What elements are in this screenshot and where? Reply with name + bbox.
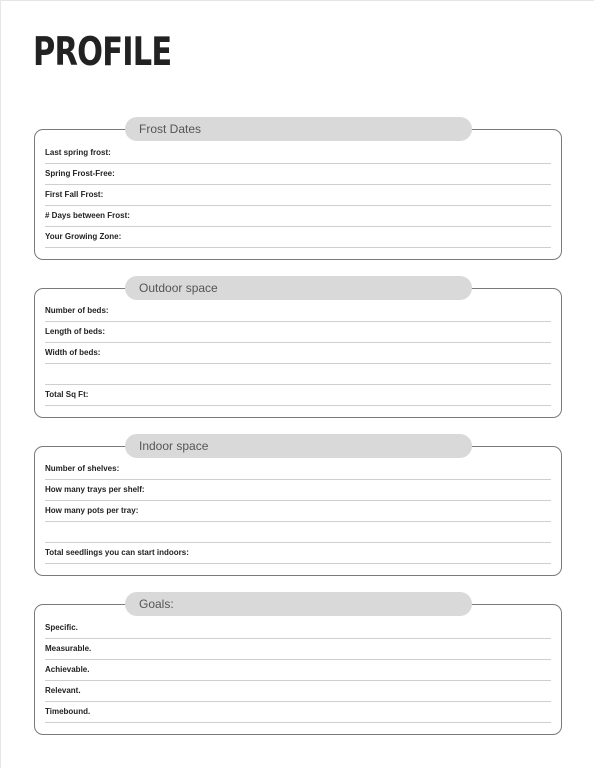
goals-section [34, 597, 562, 735]
field-label: How many pots per tray: [45, 506, 139, 515]
outdoor-space-fields [45, 301, 551, 406]
field-row-blank[interactable] [45, 364, 551, 385]
indoor-space-section [34, 439, 562, 576]
field-row-measurable[interactable] [45, 639, 551, 660]
field-row-days-between-frost[interactable] [45, 206, 551, 227]
field-row-total-seedlings[interactable] [45, 543, 551, 564]
field-label: Last spring frost: [45, 148, 111, 157]
field-row-blank[interactable] [45, 522, 551, 543]
field-label: How many trays per shelf: [45, 485, 145, 494]
field-row-achievable[interactable] [45, 660, 551, 681]
page-left-edge [0, 0, 1, 768]
field-row-width-of-beds[interactable] [45, 343, 551, 364]
field-row-timebound[interactable] [45, 702, 551, 723]
field-label: Measurable. [45, 644, 92, 653]
field-label: Total seedlings you can start indoors: [45, 548, 189, 557]
page-title: PROFILE [33, 30, 172, 75]
field-row-trays-per-shelf[interactable] [45, 480, 551, 501]
section-header: Goals: [125, 592, 472, 616]
field-row-number-of-shelves[interactable] [45, 459, 551, 480]
field-label: Total Sq Ft: [45, 390, 89, 399]
section-header: Outdoor space [125, 276, 472, 300]
field-label: Your Growing Zone: [45, 232, 122, 241]
field-row-length-of-beds[interactable] [45, 322, 551, 343]
indoor-space-fields [45, 459, 551, 564]
field-label: Spring Frost-Free: [45, 169, 115, 178]
field-row-number-of-beds[interactable] [45, 301, 551, 322]
field-label: Specific. [45, 623, 78, 632]
page-top-edge [0, 0, 594, 1]
field-row-relevant[interactable] [45, 681, 551, 702]
field-row-specific[interactable] [45, 618, 551, 639]
field-row-last-spring-frost[interactable] [45, 143, 551, 164]
field-label: Width of beds: [45, 348, 101, 357]
field-label: # Days between Frost: [45, 211, 130, 220]
outdoor-space-section [34, 281, 562, 418]
field-label: First Fall Frost: [45, 190, 104, 199]
field-label: Achievable. [45, 665, 90, 674]
frost-dates-section [34, 122, 562, 260]
field-row-first-fall-frost[interactable] [45, 185, 551, 206]
field-row-growing-zone[interactable] [45, 227, 551, 248]
field-label: Number of shelves: [45, 464, 120, 473]
frost-dates-fields [45, 143, 551, 248]
field-row-spring-frost-free[interactable] [45, 164, 551, 185]
section-header: Indoor space [125, 434, 472, 458]
field-label: Length of beds: [45, 327, 105, 336]
goals-fields [45, 618, 551, 723]
field-row-pots-per-tray[interactable] [45, 501, 551, 522]
section-header: Frost Dates [125, 117, 472, 141]
field-label: Number of beds: [45, 306, 109, 315]
field-label: Timebound. [45, 707, 91, 716]
field-row-total-sq-ft[interactable] [45, 385, 551, 406]
field-label: Relevant. [45, 686, 81, 695]
